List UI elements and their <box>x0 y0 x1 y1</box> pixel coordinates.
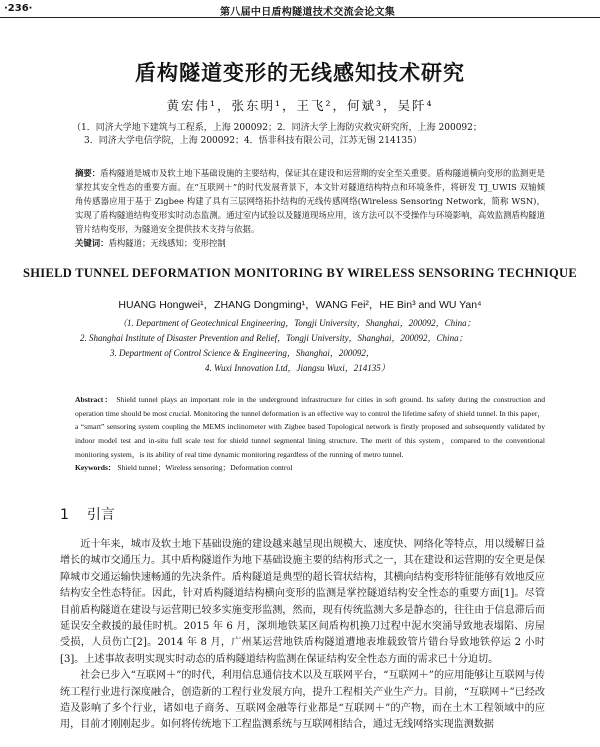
authors-en: HUANG Hongwei¹，ZHANG Dongming¹，WANG Fei²，HE Bin³ and WU Yan⁴ <box>118 299 482 311</box>
affiliation-en-line-1: （1. Department of Geotechnical Engineering，Tongji University，Shanghai，200092，China； <box>118 318 476 328</box>
body-paragraph-1: 近十年来，城市及软土地下基础设施的建设越来越呈现出规模大、速度快、网络化等特点，用以缓解日益增长的城市交通压力。其中盾构隧道作为地下基础设施主要的结构形式之一，其在建设和运营期的安全更是保障城市交通运输快速畅通的先决条件。盾构隧道是典型的超长管状结构，其横向结构变形特征能够有效地反应结构安全性态特征。因此，针对盾构隧道结构横向变形的监测是掌控隧道结构安全性态的重要方面[1]。尽管目前盾构隧道在建设与运营期已较多实施变形监测，然而，现有传统监测大多是静态的，往往由于信息滞后而延误安全救援的最佳时机。2015 年 6 月，深圳地铁某区间盾构机换刀过程中泥水突涌导致地表塌陷、房屋受损，人员伤亡[2]。2014 年 8 月，广州某运营地铁盾构隧道遭地表堆载致管片错台导致地铁停运 2 小时[3]。上述事故表明实现实时动态的盾构隧道结构监测在保证结构安全性态方面的需求已十分迫切。 <box>60 539 545 665</box>
running-header <box>0 2 600 18</box>
keywords-cn <box>75 237 545 249</box>
section-title: 引言 <box>86 507 115 523</box>
keywords-en-text: Shield tunnel；Wireless sensoring；Deformation control <box>117 463 293 472</box>
paper-title-cn: 盾构隧道变形的无线感知技术研究 <box>135 60 465 85</box>
header-rule <box>0 17 600 18</box>
section-number: 1 <box>60 507 69 523</box>
body-text <box>60 537 545 734</box>
body-paragraph-2: 社会已步入“互联网＋”的时代，利用信息通信技术以及互联网平台，“互联网＋”的应用能够让互联网与传统工程行业进行深度融合，创造新的工程行业发展方向，提升工程相关产业生产力。目前，“互联网＋”已经改造及影响了多个行业，诸如电子商务、互联网金融等行业都是“互联网＋”的产物，而在土木工程领域中的应用，目前才刚刚起步。如何将传统地下工程监测系统与互联网相结合，通过无线网络实现监测数据 <box>60 670 545 731</box>
affiliation-cn-line-1: （1．同济大学地下建筑与工程系，上海 200092；2．同济大学上海防灾救灾研究所，上海 200092； <box>72 123 482 133</box>
keywords-en-label: Keywords： <box>75 463 116 472</box>
section-heading <box>60 504 115 524</box>
conference-title: 第八届中日盾构隧道技术交流会论文集 <box>220 7 396 18</box>
affiliation-en-line-4: 4. Wuxi Innovation Ltd，Jiangsu Wuxi，214135） <box>205 363 390 373</box>
page-number: ·236· <box>4 3 33 14</box>
affiliation-en-line-2: 2. Shanghai Institute of Disaster Prevention and Relief，Tongji University，Shanghai，200092，China； <box>80 333 468 343</box>
abstract-en-label: Abstract： <box>75 395 114 404</box>
affiliation-cn-line-2: 3．同济大学电信学院，上海 200092；4．悟非科技有限公司，江苏无锡 214135） <box>84 136 422 146</box>
paper-title-en: SHIELD TUNNEL DEFORMATION MONITORING BY WIRELESS SENSORING TECHNIQUE <box>23 266 577 280</box>
abstract-cn <box>75 166 545 236</box>
abstract-en-text: Shield tunnel plays an important role in the underground infrastructure for cities in soft ground. Its safety during the construction and operation time should be most crucial. Monitoring the tunnel deformation is an effective way to control the lifetime safety of shield tunnel. In this paper，a “smart” sensoring system coupling the MEMS inclinometer with Zigbee based Topological network is firstly proposed and subsequently validated by indoor model test and in-situ full scale test for shield tunnel segmental lining structure. The merit of this system，compared to the conventional monitoring system，is its ability of real time dynamic monitoring regardless of the running of metro tunnel. <box>75 395 545 459</box>
keywords-cn-label: 关键词： <box>75 238 109 248</box>
authors-cn: 黄宏伟¹，张东明¹，王飞²，何斌³，吴阡⁴ <box>166 98 434 113</box>
keywords-en <box>75 462 545 473</box>
abstract-cn-label: 摘要： <box>75 168 101 178</box>
affiliation-en-line-3: 3. Department of Control Science & Engineering，Shanghai，200092， <box>110 348 375 358</box>
keywords-cn-text: 盾构隧道；无线感知；变形控制 <box>108 238 226 248</box>
abstract-en <box>75 393 545 462</box>
abstract-cn-text: 盾构隧道是城市及软土地下基础设施的主要结构，保证其在建设和运营期的安全至关重要。盾构隧道横向变形的监测更是掌控其安全性态的重要方面。在“互联网＋”的时代发展背景下，本文针对隧道结构特点和环境条件，将研发 TJ_UWIS 双轴倾角传感器应用于基于 Zigbee 构建了具有三层网络拓扑结构的无线传感网络(Wireless Sensoring Network，简称 WSN)，实现了盾构隧道结构变形实时动态监测。通过室内试验以及隧道现场应用，该方法可以不受操作与环境影响，高效监测盾构隧道管片结构变形，为隧道安全提供技术支持与依据。 <box>75 168 546 234</box>
